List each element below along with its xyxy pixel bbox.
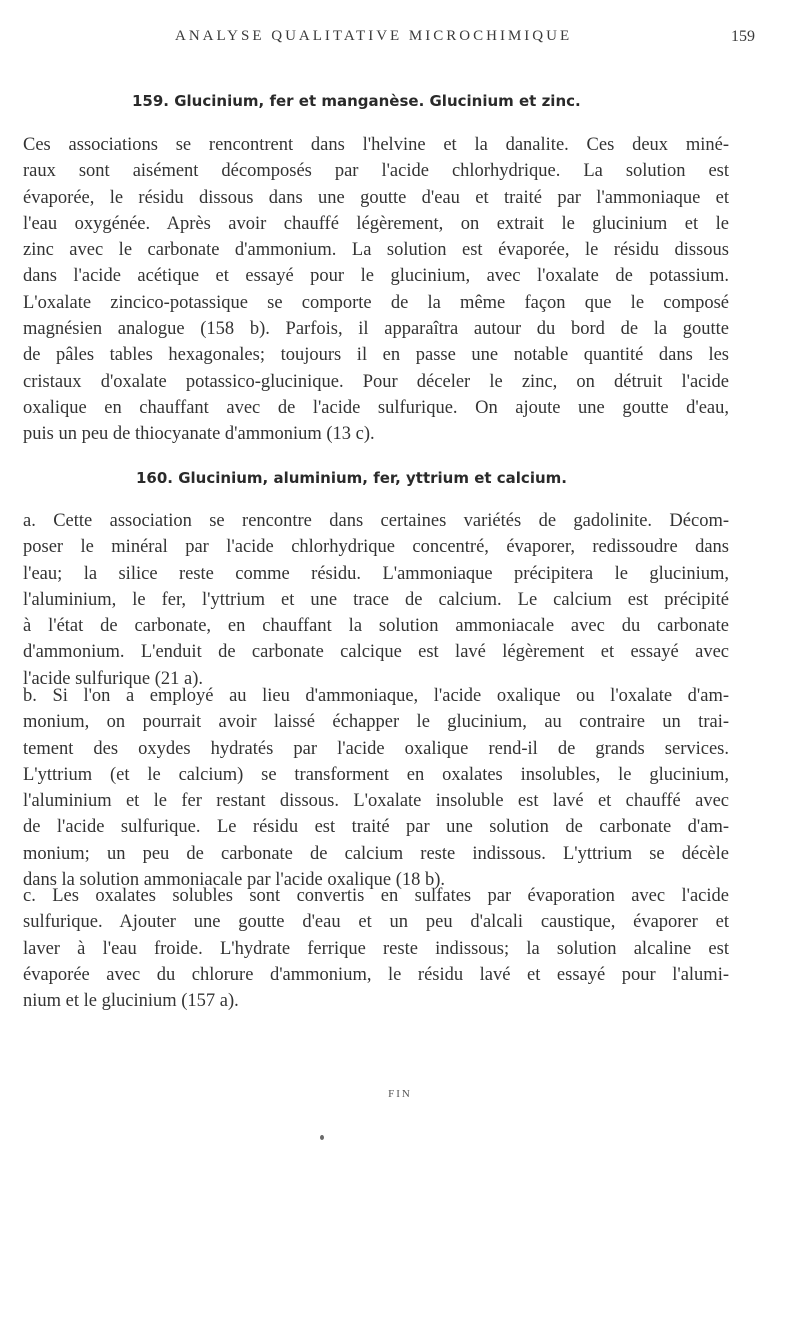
text-line: de l'acide sulfurique. Le résidu est traité par une solution de carbonate d'am-	[23, 817, 729, 838]
running-title: ANALYSE QUALITATIVE MICROCHIMIQUE	[175, 28, 573, 44]
page-number: 159	[731, 28, 755, 45]
print-speck	[320, 1135, 324, 1140]
text-line: évaporée, le résidu dissous dans une goutte d'eau et traité par l'ammoniaque et	[23, 187, 729, 208]
text-line: dans l'acide acétique et essayé pour le glucinium, avec l'oxalate de potassium.	[23, 266, 729, 287]
section-heading-160: 160. Glucinium, aluminium, fer, yttrium et calcium.	[136, 469, 567, 487]
running-header	[0, 28, 800, 50]
paragraph-160-a	[23, 508, 729, 692]
end-mark: FIN	[388, 1088, 412, 1100]
text-line: de pâles tables hexagonales; toujours il en passe une notable quantité dans les	[23, 345, 729, 366]
text-line: Ces associations se rencontrent dans l'helvine et la danalite. Ces deux miné-	[23, 135, 729, 155]
text-line: l'aluminium, le fer, l'yttrium et une trace de calcium. Le calcium est précipité	[23, 589, 729, 610]
paragraph-160-c	[23, 883, 729, 1014]
text-line: monium, on pourrait avoir laissé échapper le glucinium, au contraire un trai-	[23, 712, 729, 733]
text-line: L'oxalate zincico-potassique se comporte de la même façon que le composé	[23, 292, 729, 313]
text-line: oxalique en chauffant avec de l'acide sulfurique. On ajoute une goutte d'eau,	[23, 397, 729, 418]
text-line: l'acide sulfurique (21 a).	[23, 668, 204, 689]
text-line: tement des oxydes hydratés par l'acide oxalique rend-il de grands services.	[23, 738, 729, 759]
section-heading-159: 159. Glucinium, fer et manganèse. Glucinium et zinc.	[132, 92, 581, 110]
text-line: b. Si l'on a employé au lieu d'ammoniaque, l'acide oxalique ou l'oxalate d'am-	[23, 686, 729, 706]
text-line: puis un peu de thiocyanate d'ammonium (13 c).	[23, 424, 375, 445]
text-line: l'eau oxygénée. Après avoir chauffé légèrement, on extrait le glucinium et le	[23, 213, 729, 234]
text-line: poser le minéral par l'acide chlorhydrique concentré, évaporer, redissoudre dans	[23, 537, 729, 558]
text-line: à l'état de carbonate, en chauffant la solution ammoniacale avec du carbonate	[23, 616, 729, 637]
text-line: zinc avec le carbonate d'ammonium. La solution est évaporée, le résidu dissous	[23, 240, 729, 261]
text-line: sulfurique. Ajouter une goutte d'eau et un peu d'alcali caustique, évaporer et	[23, 912, 729, 933]
text-line: l'aluminium et le fer restant dissous. L'oxalate insoluble est lavé et chauffé avec	[23, 791, 729, 812]
text-line: c. Les oxalates solubles sont convertis en sulfates par évaporation avec l'acide	[23, 886, 729, 906]
paragraph-159	[23, 132, 729, 448]
text-line: monium; un peu de carbonate de calcium reste indissous. L'yttrium se décèle	[23, 843, 729, 864]
text-line: cristaux d'oxalate potassico-glucinique. Pour déceler le zinc, on détruit l'acide	[23, 371, 729, 392]
text-line: laver à l'eau froide. L'hydrate ferrique reste indissous; la solution alcaline est	[23, 938, 729, 959]
text-line: L'yttrium (et le calcium) se transforment en oxalates insolubles, le glucinium,	[23, 764, 729, 785]
text-line: nium et le glucinium (157 a).	[23, 991, 239, 1012]
text-line: a. Cette association se rencontre dans certaines variétés de gadolinite. Décom-	[23, 511, 729, 531]
text-line: l'eau; la silice reste comme résidu. L'ammoniaque précipitera le glucinium,	[23, 563, 729, 584]
text-line: évaporée avec du chlorure d'ammonium, le résidu lavé et essayé pour l'alumi-	[23, 964, 729, 985]
text-line: magnésien analogue (158 b). Parfois, il apparaîtra autour du bord de la goutte	[23, 319, 729, 340]
text-line: raux sont aisément décomposés par l'acide chlorhydrique. La solution est	[23, 161, 729, 182]
paragraph-160-b	[23, 683, 729, 893]
text-line: d'ammonium. L'enduit de carbonate calcique est lavé légèrement et essayé avec	[23, 642, 729, 663]
text-line: dans la solution ammoniacale par l'acide oxalique (18 b).	[23, 870, 446, 891]
